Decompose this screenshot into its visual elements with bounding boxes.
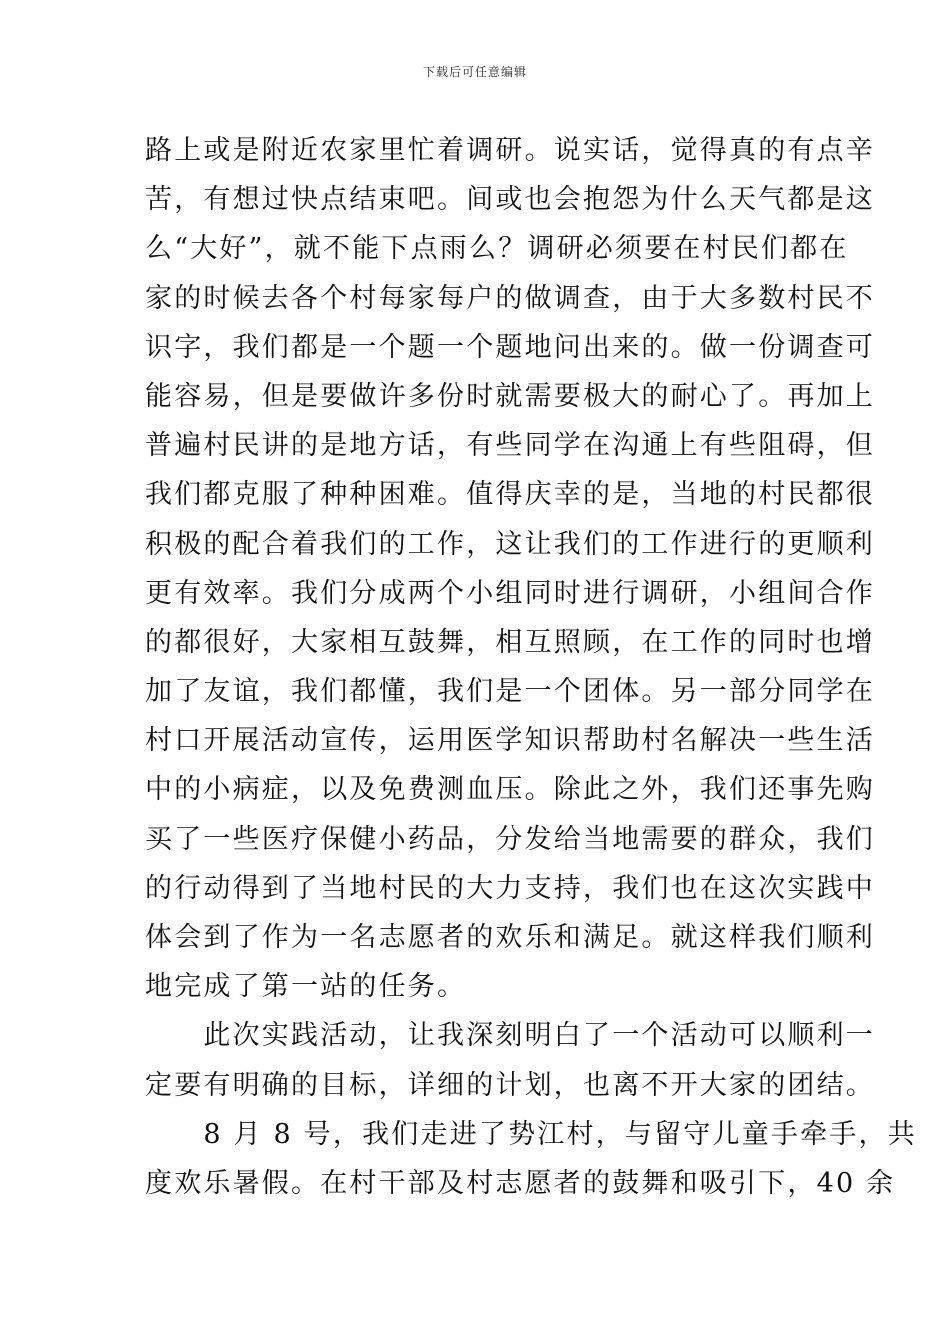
paragraph-start-line: 8 月 8 号，我们走进了势江村，与留守儿童手牵手，共 <box>145 1118 917 1150</box>
text-line: 买了一些医疗保健小药品，分发给当地需要的群众，我们 <box>145 823 875 855</box>
text-line: 的都很好，大家相互鼓舞，相互照顾，在工作的同时也增 <box>145 626 875 658</box>
text-line: 定要有明确的目标，详细的计划，也离不开大家的团结。 <box>145 1069 875 1101</box>
paragraph-start-line: 此次实践活动，让我深刻明白了一个活动可以顺利一 <box>145 1020 875 1052</box>
text-line: 村口开展活动宣传，运用医学知识帮助村名解决一些生活 <box>145 725 875 757</box>
page-header-note: 下载后可任意编辑 <box>422 65 527 79</box>
text-line: 苦，有想过快点结束吧。间或也会抱怨为什么天气都是这 <box>145 184 875 216</box>
body-text <box>145 126 917 1208</box>
text-line: 路上或是附近农家里忙着调研。说实话，觉得真的有点辛 <box>145 135 875 166</box>
text-line: 我们都克服了种种困难。值得庆幸的是，当地的村民都很 <box>145 479 875 511</box>
text-line: 加了友谊，我们都懂，我们是一个团体。另一部分同学在 <box>145 676 875 708</box>
text-line: 体会到了作为一名志愿者的欢乐和满足。就这样我们顺利 <box>145 922 875 953</box>
text-line: 的行动得到了当地村民的大力支持，我们也在这次实践中 <box>145 872 875 904</box>
text-line: 地完成了第一站的任务。 <box>145 971 467 1003</box>
text-line: 识字，我们都是一个题一个题地问出来的。做一份调查可 <box>145 331 875 363</box>
text-line: 能容易，但是要做许多份时就需要极大的耐心了。再加上 <box>145 380 875 412</box>
text-line: 度欢乐暑假。在村干部及村志愿者的鼓舞和吸引下，40 余 <box>145 1167 896 1199</box>
text-line: 普遍村民讲的是地方话，有些同学在沟通上有些阻碍，但 <box>145 430 875 462</box>
text-line: 更有效率。我们分成两个小组同时进行调研，小组间合作 <box>145 577 875 609</box>
text-line: 积极的配合着我们的工作，这让我们的工作进行的更顺利 <box>145 528 875 560</box>
text-line: 中的小病症，以及免费测血压。除此之外，我们还事先购 <box>145 774 875 806</box>
text-line: 家的时候去各个村每家每户的做调查，由于大多数村民不 <box>145 282 875 314</box>
text-line: 么“大好”，就不能下点雨么？调研必须要在村民们都在 <box>145 233 849 265</box>
